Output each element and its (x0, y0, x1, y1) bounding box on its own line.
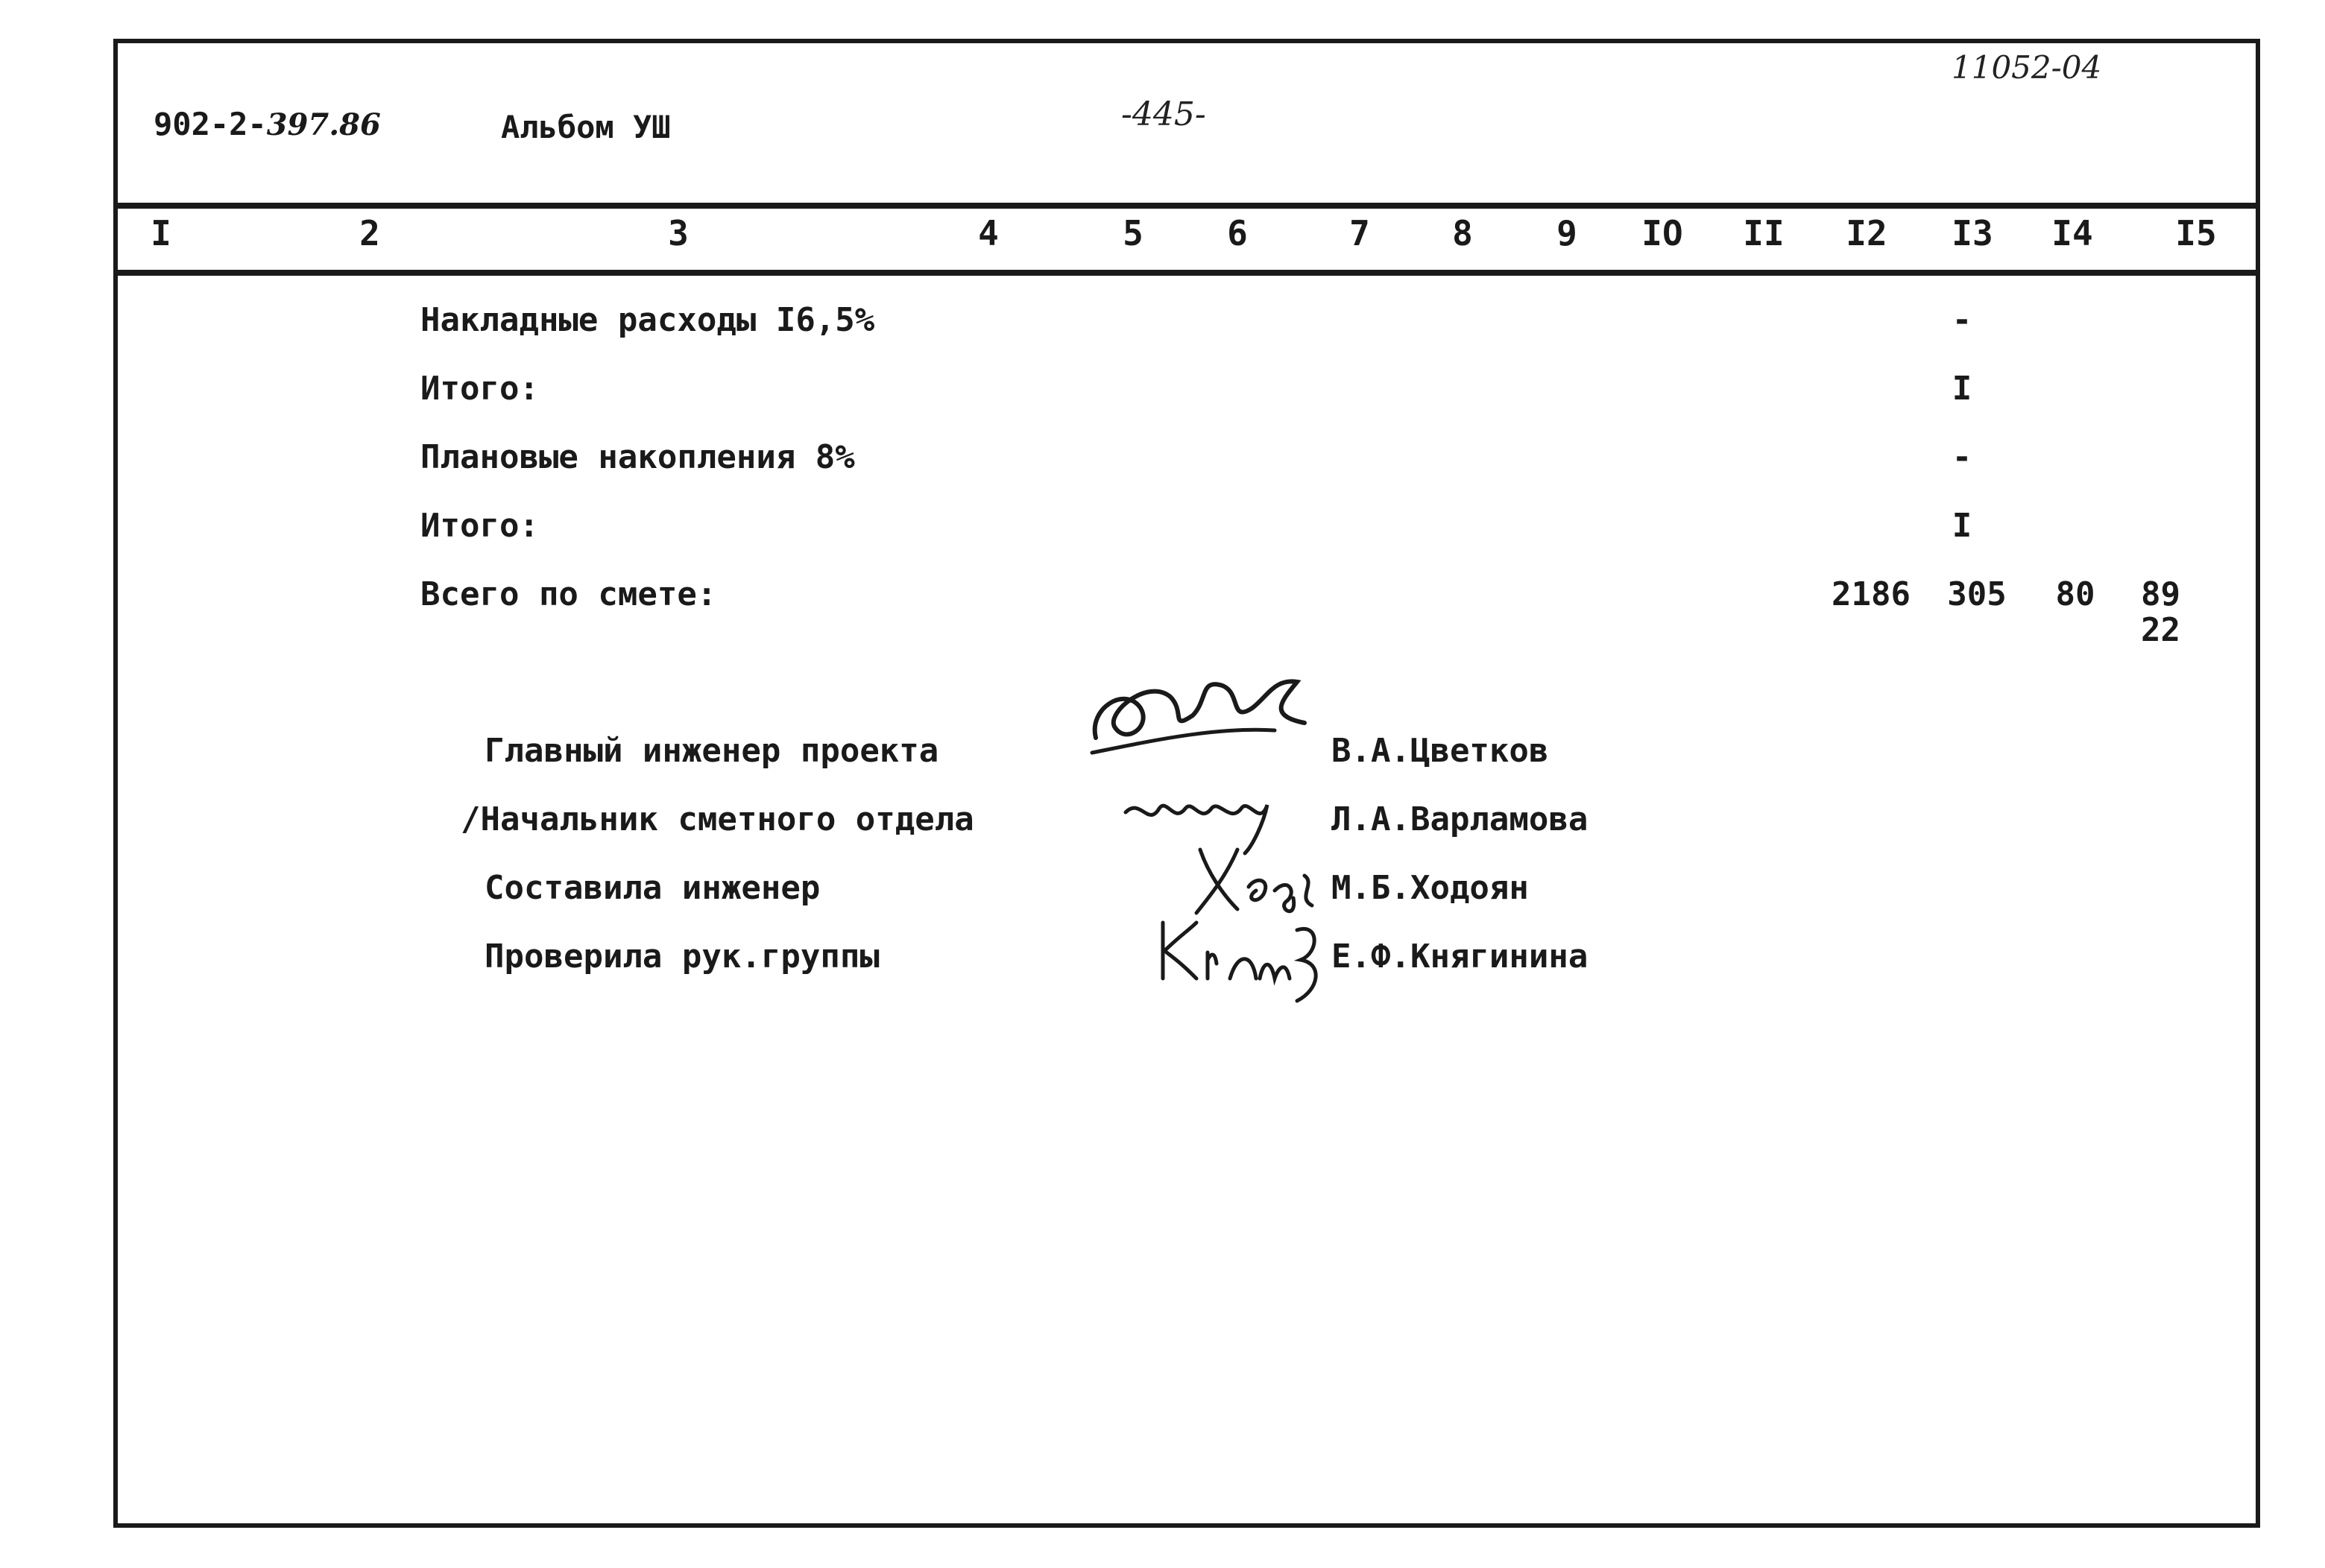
row-overhead-col13: - (1952, 301, 1972, 339)
row-planned-savings-col13: - (1952, 438, 1972, 476)
table-header-rule (113, 270, 2260, 276)
signature-name-checked-by: Е.Ф.Княгинина (1331, 938, 1589, 976)
doc-code (154, 106, 381, 142)
signature-title-chief-engineer: Главный инженер проекта (485, 732, 939, 770)
album-label: Альбом УШ (501, 109, 671, 145)
row-grand-total-col14: 80 (2055, 575, 2095, 613)
column-number: I4 (2051, 213, 2093, 253)
signature-title-compiled-by: Составила инженер (485, 869, 821, 907)
row-label-grand-total: Всего по смете: (420, 575, 717, 613)
signature-title-estimate-head: /Начальник сметного отдела (461, 800, 974, 838)
column-number: II (1743, 213, 1785, 253)
row-grand-total-col12: 2186 (1832, 575, 1911, 613)
page-number: -445- (1121, 95, 1206, 133)
row-label-planned-savings: Плановые накопления 8% (420, 438, 855, 476)
column-number: 4 (978, 213, 999, 253)
row-grand-total-col15-top: 89 (2141, 575, 2180, 613)
row-grand-total-col15 (2141, 577, 2180, 648)
column-number: 7 (1349, 213, 1370, 253)
row-subtotal-2-col13: I (1952, 507, 1972, 545)
row-label-subtotal-1: Итого: (420, 370, 539, 408)
column-number: 5 (1123, 213, 1143, 253)
signature-name-estimate-head: Л.А.Варламова (1331, 800, 1589, 838)
column-number: I (151, 213, 171, 253)
signature-name-chief-engineer: В.А.Цветков (1331, 732, 1549, 770)
signature-name-compiled-by: М.Б.Ходоян (1331, 869, 1529, 907)
row-label-overhead: Накладные расходы I6,5% (420, 301, 875, 339)
column-number: I5 (2175, 213, 2217, 253)
column-number: 6 (1227, 213, 1248, 253)
column-number: 9 (1556, 213, 1577, 253)
signature-title-checked-by: Проверила рук.группы (485, 938, 880, 976)
row-grand-total-col15-bottom: 22 (2141, 611, 2180, 649)
column-number: 2 (359, 213, 380, 253)
row-grand-total-col13: 305 (1947, 575, 2007, 613)
column-number: IO (1641, 213, 1683, 253)
column-number: 8 (1452, 213, 1473, 253)
table-top-rule (113, 203, 2260, 209)
column-number: I2 (1846, 213, 1887, 253)
stamp-number: 11052-04 (1952, 49, 2102, 86)
row-subtotal-1-col13: I (1952, 370, 1972, 408)
doc-code-handwritten: 397.86 (266, 107, 381, 142)
column-number: I3 (1952, 213, 1993, 253)
handwritten-signature-1 (1081, 656, 1319, 768)
row-label-subtotal-2: Итого: (420, 507, 539, 545)
doc-code-prefix: 902-2- (154, 106, 267, 142)
column-number: 3 (668, 213, 689, 253)
handwritten-signature-4 (1148, 908, 1334, 1005)
